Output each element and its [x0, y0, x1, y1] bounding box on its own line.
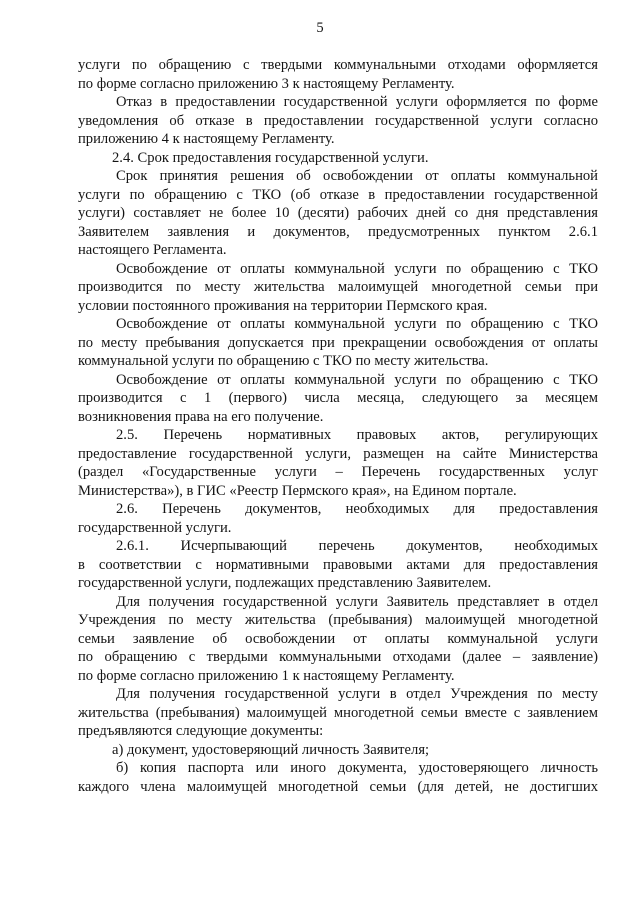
paragraph-line: семьи заявление об освобождении от оплаты коммунальной услуги: [78, 630, 598, 647]
paragraph-line: Для получения государственной услуги в отдел Учреждения по месту: [116, 686, 598, 702]
paragraph-line: предоставление государственной услуги, размещен на сайте Министерства: [78, 445, 598, 462]
paragraph: [78, 500, 598, 537]
paragraph: [78, 167, 598, 260]
paragraph: [78, 56, 598, 93]
paragraph-line: услуги по обращению с твердыми коммунальными отходами оформляется: [78, 57, 598, 73]
paragraph: [78, 685, 598, 741]
paragraph-line: в соответствии с нормативными правовыми актами для предоставления: [78, 556, 598, 573]
paragraph: [78, 260, 598, 316]
paragraph-line: Учреждения по месту жительства (пребывания) малоимущей многодетной: [78, 612, 598, 628]
paragraph: [78, 426, 598, 500]
paragraph-line: по форме согласно приложению 1 к настоящему Регламенту.: [78, 667, 455, 684]
paragraph-line: по месту пребывания допускается при прекращении освобождения от оплаты: [78, 334, 598, 351]
paragraph-line: Срок принятия решения об освобождении от оплаты коммунальной: [116, 168, 598, 184]
paragraph-line: производится по месту жительства малоимущей многодетной семьи при: [78, 279, 598, 295]
paragraph-line: жительства (пребывания) малоимущей многодетной семьи вместе с заявлением: [78, 704, 598, 721]
paragraph: [78, 759, 598, 796]
paragraph: [78, 371, 598, 427]
paragraph-line: Освобождение от оплаты коммунальной услуги по обращению с ТКО: [116, 260, 598, 277]
paragraph-line: настоящего Регламента.: [78, 242, 227, 258]
paragraph-line: каждого члена малоимущей многодетной семьи (для детей, не достигших: [78, 778, 598, 795]
paragraph: [78, 537, 598, 593]
paragraph-line: 2.6.1. Исчерпывающий перечень документов, необходимых: [116, 538, 598, 554]
paragraph-line: Освобождение от оплаты коммунальной услуги по обращению с ТКО: [116, 316, 598, 332]
paragraph-line: государственной услуги, подлежащих представлению Заявителем.: [78, 575, 492, 591]
paragraph: [78, 149, 598, 168]
paragraph-line: по обращению с твердыми коммунальными отходами (далее – заявление): [78, 649, 598, 665]
paragraph-line: 2.6. Перечень документов, необходимых для предоставления: [116, 501, 598, 517]
paragraph-line: уведомления об отказе в предоставлении государственной услуги согласно: [78, 112, 598, 129]
paragraph-line: б) копия паспорта или иного документа, удостоверяющего личность: [116, 760, 598, 776]
paragraph-line: Отказ в предоставлении государственной услуги оформляется по форме: [116, 94, 598, 110]
paragraph-line: по форме согласно приложению 3 к настоящему Регламенту.: [78, 75, 455, 92]
paragraph-line: приложению 4 к настоящему Регламенту.: [78, 131, 335, 147]
paragraph-line: условии постоянного проживания на территории Пермского края.: [78, 297, 488, 314]
paragraph: [78, 93, 598, 149]
document-body: [78, 56, 598, 796]
paragraph: [78, 593, 598, 686]
paragraph-line: Для получения государственной услуги Заявитель представляет в отдел: [116, 593, 598, 610]
paragraph-line: Заявителем заявления и документов, предусмотренных пунктом 2.6.1: [78, 223, 598, 240]
paragraph-line: 2.4. Срок предоставления государственной услуги.: [112, 149, 429, 166]
paragraph-line: (раздел «Государственные услуги – Перечень государственных услуг: [78, 464, 598, 480]
paragraph-line: Министерства»), в ГИС «Реестр Пермского края», на Едином портале.: [78, 482, 517, 499]
paragraph-line: предъявляются следующие документы:: [78, 723, 324, 739]
page-number: 5: [316, 20, 324, 36]
paragraph-line: услуги по обращению с ТКО (об отказе в предоставлении государственной: [78, 186, 598, 203]
paragraph-line: государственной услуги.: [78, 519, 232, 536]
paragraph: [78, 315, 598, 371]
paragraph-line: Освобождение от оплаты коммунальной услуги по обращению с ТКО: [116, 371, 598, 388]
paragraph-line: услуги) составляет не более 10 (десяти) рабочих дней со дня представления: [78, 205, 598, 221]
paragraph: [78, 741, 598, 760]
paragraph-line: коммунальной услуги по обращению с ТКО по месту жительства.: [78, 353, 489, 369]
paragraph-line: производится с 1 (первого) числа месяца, следующего за месяцем: [78, 390, 598, 406]
paragraph-line: 2.5. Перечень нормативных правовых актов, регулирующих: [116, 427, 598, 443]
paragraph-line: возникновения права на его получение.: [78, 408, 324, 425]
paragraph-line: а) документ, удостоверяющий личность Заявителя;: [112, 741, 430, 758]
